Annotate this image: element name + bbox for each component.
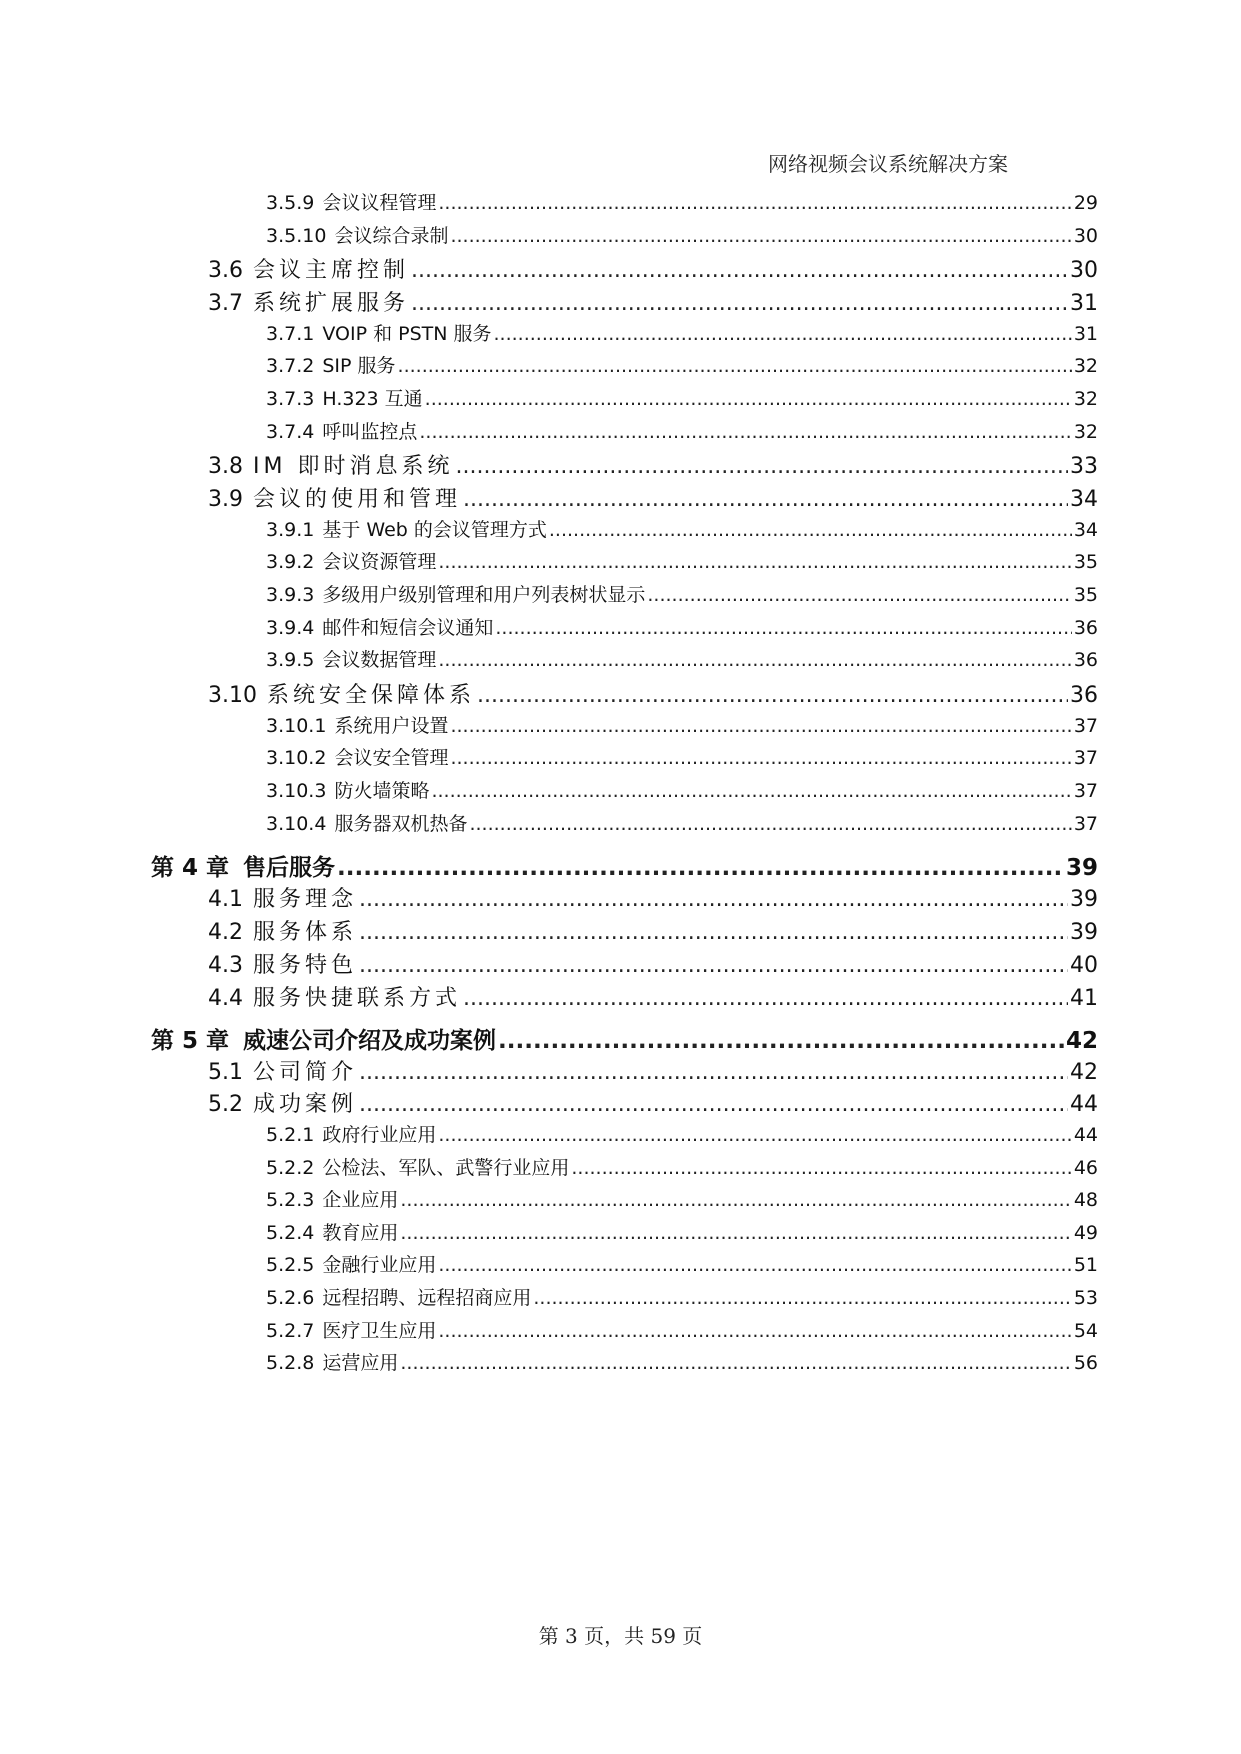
toc-entry-title: 运营应用	[322, 1352, 399, 1374]
toc-entry[interactable]	[266, 711, 1098, 738]
toc-entry-page-number: 42	[1070, 1060, 1098, 1085]
toc-entry-page-number: 49	[1073, 1222, 1098, 1244]
toc-entry-page-number: 36	[1073, 649, 1098, 671]
toc-entry-title: 会议主席控制	[253, 258, 410, 283]
toc-dot-leader	[359, 953, 1068, 978]
toc-entry-page-number: 39	[1070, 887, 1098, 912]
toc-entry-number: 5.2.4	[266, 1222, 315, 1244]
toc-entry-title: 会议的使用和管理	[253, 487, 462, 512]
toc-entry[interactable]	[266, 384, 1098, 411]
toc-entry-number: 3.9.1	[266, 519, 315, 541]
toc-dot-leader	[463, 986, 1068, 1011]
toc-entry-page-number: 54	[1073, 1320, 1098, 1342]
toc-entry-number: 第 4 章	[151, 855, 230, 881]
toc-dot-leader	[450, 225, 1071, 247]
toc-entry-title: 政府行业应用	[322, 1124, 437, 1146]
toc-entry-page-number: 30	[1073, 225, 1098, 247]
toc-entry-number: 3.9.2	[266, 551, 315, 573]
toc-entry-number: 3.9.5	[266, 649, 315, 671]
toc-dot-leader	[359, 887, 1068, 912]
toc-dot-leader	[450, 747, 1071, 769]
toc-entry[interactable]	[266, 221, 1098, 248]
toc-entry-number: 5.2.7	[266, 1320, 315, 1342]
toc-entry-page-number: 51	[1073, 1254, 1098, 1276]
toc-entry-title: 系统扩展服务	[253, 291, 410, 316]
toc-entry-title: 会议议程管理	[322, 192, 437, 214]
toc-entry-page-number: 37	[1073, 780, 1098, 802]
toc-entry-title: 医疗卫生应用	[322, 1320, 437, 1342]
toc-dot-leader	[400, 1189, 1071, 1211]
toc-entry-title: 基于 Web 的会议管理方式	[322, 519, 547, 541]
toc-entry[interactable]	[266, 1153, 1098, 1180]
toc-entry-number: 3.9	[208, 487, 243, 512]
toc-dot-leader	[494, 323, 1072, 345]
toc-entry-page-number: 34	[1073, 519, 1098, 541]
toc-entry-page-number: 36	[1073, 617, 1098, 639]
document-header-title: 网络视频会议系统解决方案	[768, 152, 1008, 176]
toc-entry[interactable]	[208, 449, 1098, 480]
toc-entry-title: SIP 服务	[322, 355, 396, 377]
toc-dot-leader	[400, 1352, 1071, 1374]
toc-entry-title: 公司简介	[253, 1060, 358, 1085]
toc-entry-number: 3.5.10	[266, 225, 327, 247]
toc-entry-page-number: 37	[1073, 715, 1098, 737]
toc-dot-leader	[463, 487, 1068, 512]
toc-entry-number: 5.2.6	[266, 1287, 315, 1309]
toc-entry-title: 服务快捷联系方式	[253, 986, 462, 1011]
toc-entry-title: 会议综合录制	[334, 225, 449, 247]
toc-entry-number: 3.10.4	[266, 813, 327, 835]
toc-entry[interactable]	[266, 1218, 1098, 1245]
toc-dot-leader	[469, 813, 1071, 835]
toc-entry[interactable]	[208, 1055, 1098, 1086]
toc-entry-number: 4.1	[208, 887, 243, 912]
toc-dot-leader	[450, 715, 1071, 737]
toc-dot-leader	[359, 1092, 1068, 1117]
toc-entry[interactable]	[208, 915, 1098, 946]
toc-dot-leader	[647, 584, 1071, 606]
toc-entry-number: 5.2	[208, 1092, 243, 1117]
toc-entry-title: 多级用户级别管理和用户列表树状显示	[322, 584, 646, 606]
toc-entry[interactable]	[266, 417, 1098, 444]
toc-entry-title: 成功案例	[253, 1092, 358, 1117]
toc-entry-page-number: 46	[1073, 1157, 1098, 1179]
toc-entry-number: 3.7.3	[266, 388, 315, 410]
toc-entry-number: 3.10.1	[266, 715, 327, 737]
toc-entry-page-number: 39	[1070, 920, 1098, 945]
toc-entry[interactable]	[208, 882, 1098, 913]
toc-entry[interactable]	[151, 849, 1098, 882]
toc-entry-number: 5.2.5	[266, 1254, 315, 1276]
toc-entry-number: 3.9.4	[266, 617, 315, 639]
toc-entry[interactable]	[266, 1348, 1098, 1375]
toc-entry-title: H.323 互通	[322, 388, 423, 410]
toc-entry-title: VOIP 和 PSTN 服务	[322, 323, 492, 345]
toc-entry-number: 5.2.8	[266, 1352, 315, 1374]
toc-entry-page-number: 44	[1073, 1124, 1098, 1146]
toc-entry-number: 3.10.2	[266, 747, 327, 769]
toc-entry[interactable]	[208, 678, 1098, 709]
toc-entry-number: 4.3	[208, 953, 243, 978]
toc-entry-number: 3.7.4	[266, 421, 315, 443]
toc-entry[interactable]	[208, 482, 1098, 513]
toc-dot-leader	[438, 1254, 1071, 1276]
toc-entry[interactable]	[266, 1185, 1098, 1212]
toc-entry-title: 会议数据管理	[322, 649, 437, 671]
toc-entry-page-number: 30	[1070, 258, 1098, 283]
toc-dot-leader	[400, 1222, 1071, 1244]
toc-entry-title: 呼叫监控点	[322, 421, 418, 443]
toc-entry-page-number: 56	[1073, 1352, 1098, 1374]
toc-entry-number: 3.7.2	[266, 355, 315, 377]
toc-entry-page-number: 32	[1073, 355, 1098, 377]
toc-dot-leader	[438, 192, 1071, 214]
toc-dot-leader	[498, 1028, 1064, 1054]
toc-entry-page-number: 40	[1070, 953, 1098, 978]
toc-entry-number: 3.10.3	[266, 780, 327, 802]
toc-dot-leader	[359, 920, 1068, 945]
toc-entry-number: 3.6	[208, 258, 243, 283]
toc-entry[interactable]	[208, 253, 1098, 284]
toc-dot-leader	[419, 421, 1071, 443]
toc-dot-leader	[438, 649, 1071, 671]
toc-entry[interactable]	[266, 1250, 1098, 1277]
toc-entry-page-number: 35	[1073, 551, 1098, 573]
toc-entry-page-number: 39	[1065, 855, 1098, 881]
toc-entry-page-number: 37	[1073, 813, 1098, 835]
toc-entry-number: 3.7.1	[266, 323, 315, 345]
toc-entry-title: 服务器双机热备	[334, 813, 468, 835]
toc-entry-number: 5.2.3	[266, 1189, 315, 1211]
toc-dot-leader	[549, 519, 1072, 541]
toc-dot-leader	[438, 1320, 1071, 1342]
toc-entry-title: 防火墙策略	[334, 780, 430, 802]
toc-entry-page-number: 44	[1070, 1092, 1098, 1117]
toc-dot-leader	[455, 454, 1068, 479]
toc-entry-title: 服务特色	[253, 953, 358, 978]
toc-entry-number: 5.2.1	[266, 1124, 315, 1146]
toc-entry-number: 5.2.2	[266, 1157, 315, 1179]
toc-entry[interactable]	[266, 319, 1098, 346]
toc-entry-number: 4.4	[208, 986, 243, 1011]
toc-entry[interactable]	[266, 351, 1098, 378]
toc-entry-title: 远程招聘、远程招商应用	[322, 1287, 532, 1309]
toc-dot-leader	[438, 1124, 1071, 1146]
toc-entry[interactable]	[266, 580, 1098, 607]
toc-entry[interactable]	[266, 188, 1098, 215]
toc-entry[interactable]	[208, 981, 1098, 1012]
toc-entry-title: 金融行业应用	[322, 1254, 437, 1276]
toc-entry[interactable]	[208, 948, 1098, 979]
toc-entry-title: 会议资源管理	[322, 551, 437, 573]
toc-entry-page-number: 29	[1073, 192, 1098, 214]
toc-entry-page-number: 35	[1073, 584, 1098, 606]
toc-dot-leader	[425, 388, 1072, 410]
toc-entry-title: 企业应用	[322, 1189, 399, 1211]
toc-entry-number: 5.1	[208, 1060, 243, 1085]
toc-entry-number: 3.8	[208, 454, 243, 479]
toc-entry-title: 系统安全保障体系	[266, 683, 475, 708]
page-footer: 第 3 页，共 59 页	[538, 1624, 703, 1648]
toc-entry-page-number: 42	[1065, 1028, 1098, 1054]
toc-entry-page-number: 53	[1073, 1287, 1098, 1309]
toc-dot-leader	[337, 855, 1064, 881]
toc-entry-title: 会议安全管理	[334, 747, 449, 769]
toc-entry[interactable]	[151, 1022, 1098, 1055]
toc-entry-page-number: 41	[1070, 986, 1098, 1011]
toc-entry-number: 第 5 章	[151, 1028, 230, 1054]
toc-dot-leader	[411, 258, 1068, 283]
toc-entry-number: 3.10	[208, 683, 257, 708]
toc-entry-page-number: 34	[1070, 487, 1098, 512]
toc-entry[interactable]	[266, 1316, 1098, 1343]
toc-entry-number: 3.7	[208, 291, 243, 316]
toc-entry-page-number: 36	[1070, 683, 1098, 708]
toc-entry-page-number: 31	[1073, 323, 1098, 345]
toc-entry-title: IM 即时消息系统	[253, 454, 454, 479]
toc-entry-page-number: 32	[1073, 421, 1098, 443]
toc-entry-title: 教育应用	[322, 1222, 399, 1244]
toc-entry[interactable]	[208, 1087, 1098, 1118]
toc-entry[interactable]	[266, 547, 1098, 574]
toc-dot-leader	[359, 1060, 1068, 1085]
toc-entry-page-number: 48	[1073, 1189, 1098, 1211]
toc-entry-number: 3.9.3	[266, 584, 315, 606]
toc-entry-page-number: 37	[1073, 747, 1098, 769]
toc-entry[interactable]	[208, 286, 1098, 317]
toc-entry[interactable]	[266, 809, 1098, 836]
toc-dot-leader	[571, 1157, 1071, 1179]
toc-entry-page-number: 32	[1073, 388, 1098, 410]
toc-entry[interactable]	[266, 1120, 1098, 1147]
toc-entry[interactable]	[266, 776, 1098, 803]
toc-entry-title: 威速公司介绍及成功案例	[243, 1028, 497, 1054]
toc-entry[interactable]	[266, 515, 1098, 542]
toc-entry-number: 3.5.9	[266, 192, 315, 214]
toc-entry-page-number: 33	[1070, 454, 1098, 479]
toc-dot-leader	[533, 1287, 1071, 1309]
toc-entry[interactable]	[266, 645, 1098, 672]
toc-entry-title: 服务体系	[253, 920, 358, 945]
toc-dot-leader	[398, 355, 1072, 377]
toc-dot-leader	[438, 551, 1071, 573]
toc-entry-title: 服务理念	[253, 887, 358, 912]
toc-entry-title: 系统用户设置	[334, 715, 449, 737]
toc-dot-leader	[431, 780, 1071, 802]
toc-entry-title: 邮件和短信会议通知	[322, 617, 494, 639]
toc-dot-leader	[411, 291, 1068, 316]
toc-dot-leader	[495, 617, 1071, 639]
toc-entry[interactable]	[266, 613, 1098, 640]
toc-entry-title: 公检法、军队、武警行业应用	[322, 1157, 570, 1179]
toc-entry[interactable]	[266, 1283, 1098, 1310]
toc-entry-page-number: 31	[1070, 291, 1098, 316]
toc-entry-title: 售后服务	[243, 855, 336, 881]
toc-dot-leader	[477, 683, 1068, 708]
toc-entry-number: 4.2	[208, 920, 243, 945]
toc-entry[interactable]	[266, 743, 1098, 770]
